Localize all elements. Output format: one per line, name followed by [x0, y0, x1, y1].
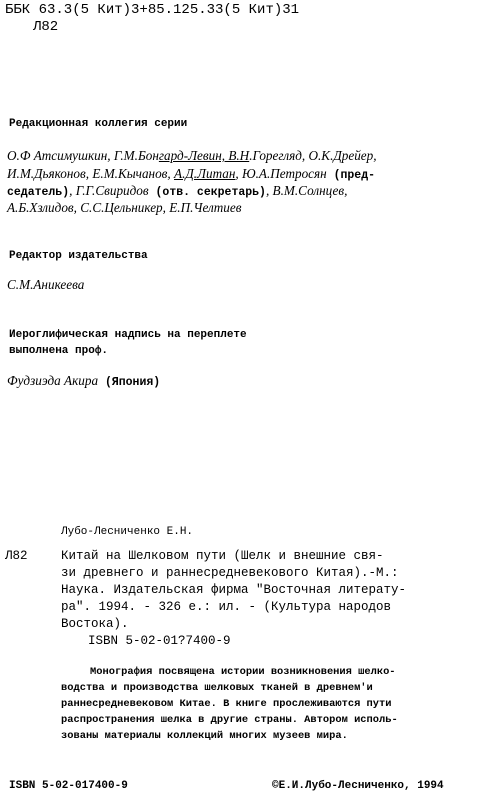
abstract-line-1: Монография посвящена истории возникновения шелко-: [90, 666, 396, 678]
catalog-line-5: Востока).: [61, 617, 129, 631]
hieroglyph-note-line-2: выполнена проф.: [9, 345, 109, 357]
catalog-code: Л82: [5, 549, 28, 563]
catalog-line-2: зи древнего и раннесредневекового Китая).-М.:: [61, 566, 399, 580]
board-role-secretary: (отв. секретарь): [148, 186, 266, 199]
catalog-line-1: Китай на Шелковом пути (Шелк и внешние свя-: [61, 549, 384, 563]
footer-copyright: ©Е.И.Лубо-Лесниченко, 1994: [272, 780, 444, 792]
board-names-underlined-a: гард-Левин, В.Н: [158, 148, 250, 163]
catalog-isbn: ISBN 5-02-01?7400-9: [88, 634, 231, 648]
bbk-classification: ББК 63.3(5 Кит)3+85.125.33(5 Кит)31: [5, 2, 300, 18]
publisher-editor-heading: Редактор издательства: [9, 250, 148, 262]
board-names-d: , Ю.А.Петросян: [235, 166, 327, 181]
catalog-line-3: Наука. Издательская фирма "Восточная литерату-: [61, 583, 407, 597]
board-role-chair-b: седатель): [7, 186, 70, 199]
abstract-line-4: распространения шелка в другие страны. Автором исполь-: [61, 714, 398, 726]
editorial-board-line-1: [7, 148, 377, 164]
editorial-board-line-2: [7, 166, 375, 182]
editorial-board-heading: Редакционная коллегия серии: [9, 118, 188, 130]
abstract-line-5: зованы материалы коллекций многих музеев мира.: [61, 730, 348, 742]
board-role-chair-a: (пред-: [326, 169, 376, 182]
footer-isbn: ISBN 5-02-017400-9: [9, 780, 128, 792]
hieroglyph-note-line-1: Иероглифическая надпись на переплете: [9, 329, 247, 341]
catalog-line-4: ра". 1994. - 326 е.: ил. - (Культура народов: [61, 600, 392, 614]
calligrapher-country: (Япония): [98, 376, 161, 389]
board-names-e: , Г.Г.Свиридов: [69, 183, 149, 198]
board-names-f: , В.М.Солнцев,: [265, 183, 348, 198]
catalog-code-header: Л82: [33, 19, 59, 35]
board-names-c: И.М.Дьяконов, Е.М.Кычанов,: [7, 166, 175, 181]
abstract-line-3: раннесредневековом Китае. В книге прослеживаются пути: [61, 698, 392, 710]
board-names-underlined-b: А.Д.Литан: [174, 166, 236, 181]
board-names-a: О.Ф Атсимушкин, Г.М.Бон: [7, 148, 159, 163]
publisher-editor-name: С.М.Аникеева: [7, 277, 85, 292]
board-names-b: .Горегляд, О.К.Дрейер,: [249, 148, 377, 163]
calligrapher-name: Фудзиэда Акира: [7, 373, 99, 388]
abstract-line-2: водства и производства шелковых тканей в древнем'и: [61, 682, 373, 694]
editorial-board-line-3: [7, 183, 347, 199]
calligrapher-line: [7, 373, 160, 389]
editorial-board-line-4: А.Б.Хзлидов, С.С.Цельникер, Е.П.Челтиев: [7, 200, 242, 215]
catalog-author: Лубо-Лесниченко Е.Н.: [61, 526, 194, 538]
